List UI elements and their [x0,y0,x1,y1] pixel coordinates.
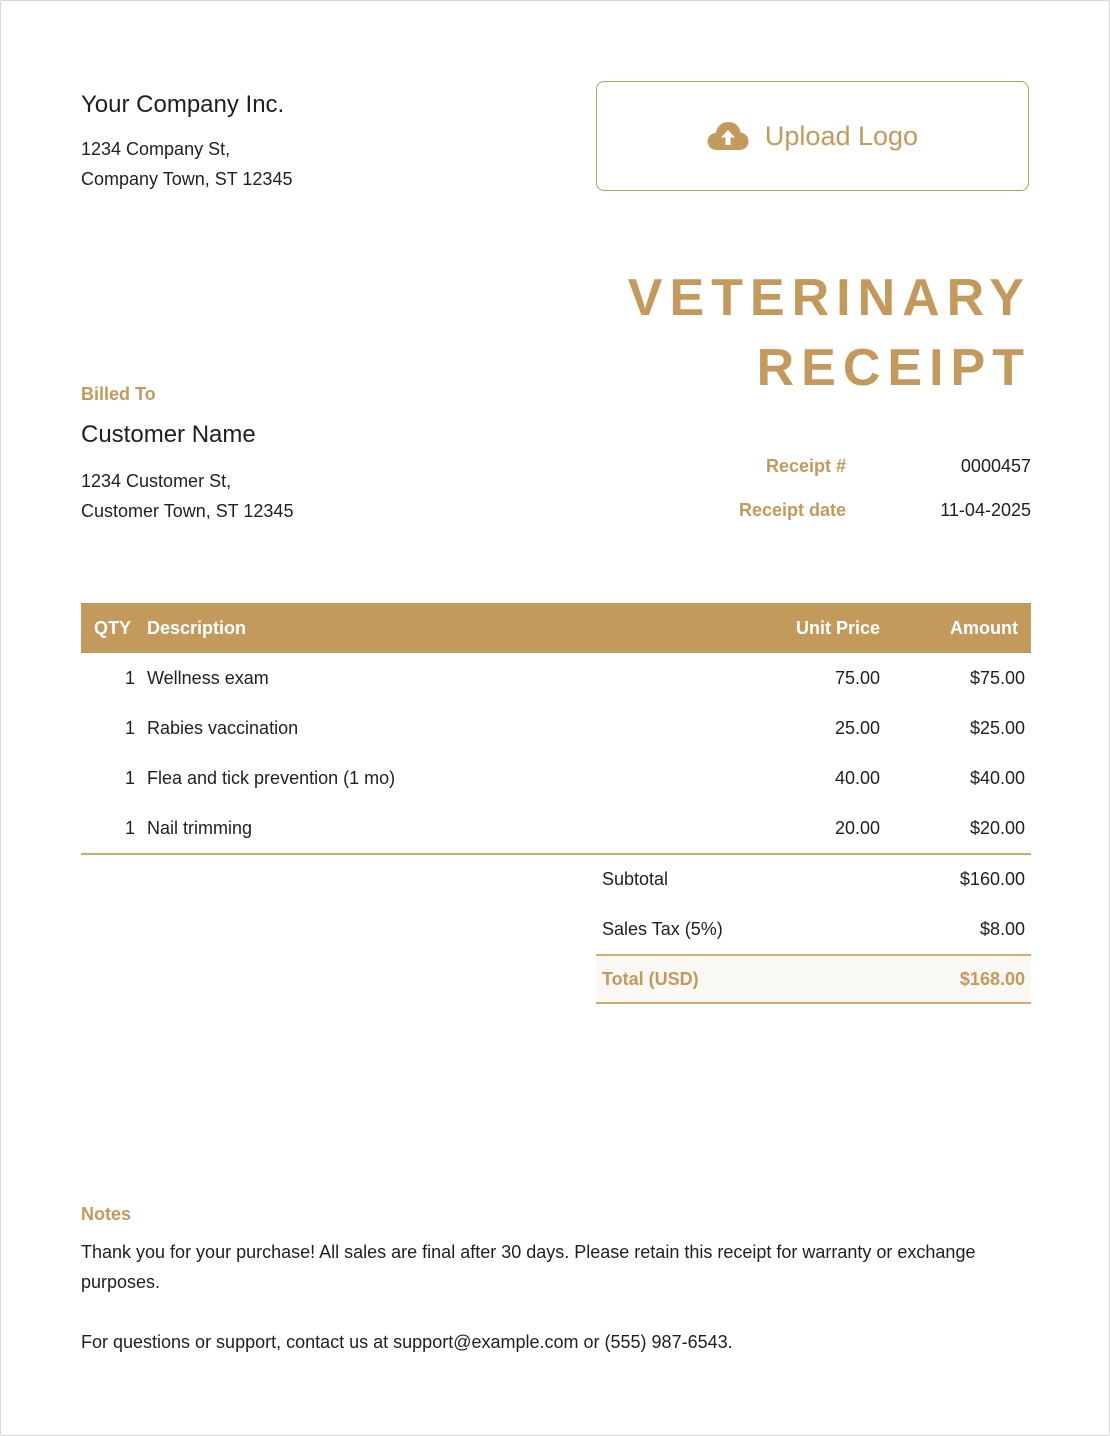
table-row [81,703,1031,753]
table-row [81,803,1031,853]
upload-logo-label: Upload Logo [764,120,919,151]
customer-address-line1: 1234 Customer St, [81,471,232,491]
item-description: Rabies vaccination [147,718,299,738]
company-address-line2: Company Town, ST 12345 [81,169,293,189]
totals-block [596,854,1031,1004]
customer-address [81,466,293,526]
items-table-header [81,603,1031,653]
item-unit-price: 40.00 [834,768,880,788]
item-amount: $75.00 [969,668,1025,688]
title-line1: VETERINARY [627,269,1031,327]
item-description: Wellness exam [147,668,269,688]
receipt-date-value: 11-04-2025 [940,500,1031,520]
item-qty: 1 [124,668,135,688]
cloud-upload-icon [707,121,749,151]
upload-logo-button[interactable] [596,81,1029,191]
subtotal-row [596,854,1031,904]
customer-name: Customer Name [81,421,256,448]
item-amount: $25.00 [969,718,1025,738]
billed-to-label: Billed To [81,384,156,404]
total-label: Total (USD) [602,969,699,989]
customer-address-line2: Customer Town, ST 12345 [81,501,294,521]
header-amount: Amount [950,618,1018,638]
receipt-number-label: Receipt # [765,456,846,476]
table-row [81,753,1031,803]
company-address [81,134,292,194]
notes-label: Notes [81,1204,132,1224]
item-amount: $20.00 [969,818,1025,838]
item-qty: 1 [124,818,135,838]
header-unit-price: Unit Price [795,618,880,638]
items-table-body [81,653,1031,853]
title-line2: RECEIPT [756,339,1031,397]
item-unit-price: 25.00 [834,718,880,738]
table-row [81,653,1031,703]
receipt-date-label: Receipt date [738,500,846,520]
notes-text: Thank you for your purchase! All sales are final after 30 days. Please retain this receipt for warranty or exchange purposes. [81,1242,976,1292]
item-unit-price: 20.00 [834,818,880,838]
subtotal-value: $160.00 [959,869,1025,889]
header-qty: QTY [94,618,132,638]
sales-tax-row [596,904,1031,954]
company-name: Your Company Inc. [81,91,285,118]
company-address-line1: 1234 Company St, [81,139,231,159]
total-value: $168.00 [959,969,1025,989]
document-title [628,263,1031,403]
item-description: Nail trimming [147,818,253,838]
item-amount: $40.00 [969,768,1025,788]
receipt-number-value: 0000457 [960,456,1031,476]
subtotal-label: Subtotal [602,869,669,889]
contact-text: For questions or support, contact us at support@example.com or (555) 987-6543. [81,1332,733,1352]
sales-tax-value: $8.00 [979,919,1025,939]
sales-tax-label: Sales Tax (5%) [602,919,723,939]
item-description: Flea and tick prevention (1 mo) [147,768,396,788]
item-qty: 1 [124,768,135,788]
header-description: Description [147,618,247,638]
item-unit-price: 75.00 [834,668,880,688]
total-row [596,954,1031,1004]
item-qty: 1 [124,718,135,738]
